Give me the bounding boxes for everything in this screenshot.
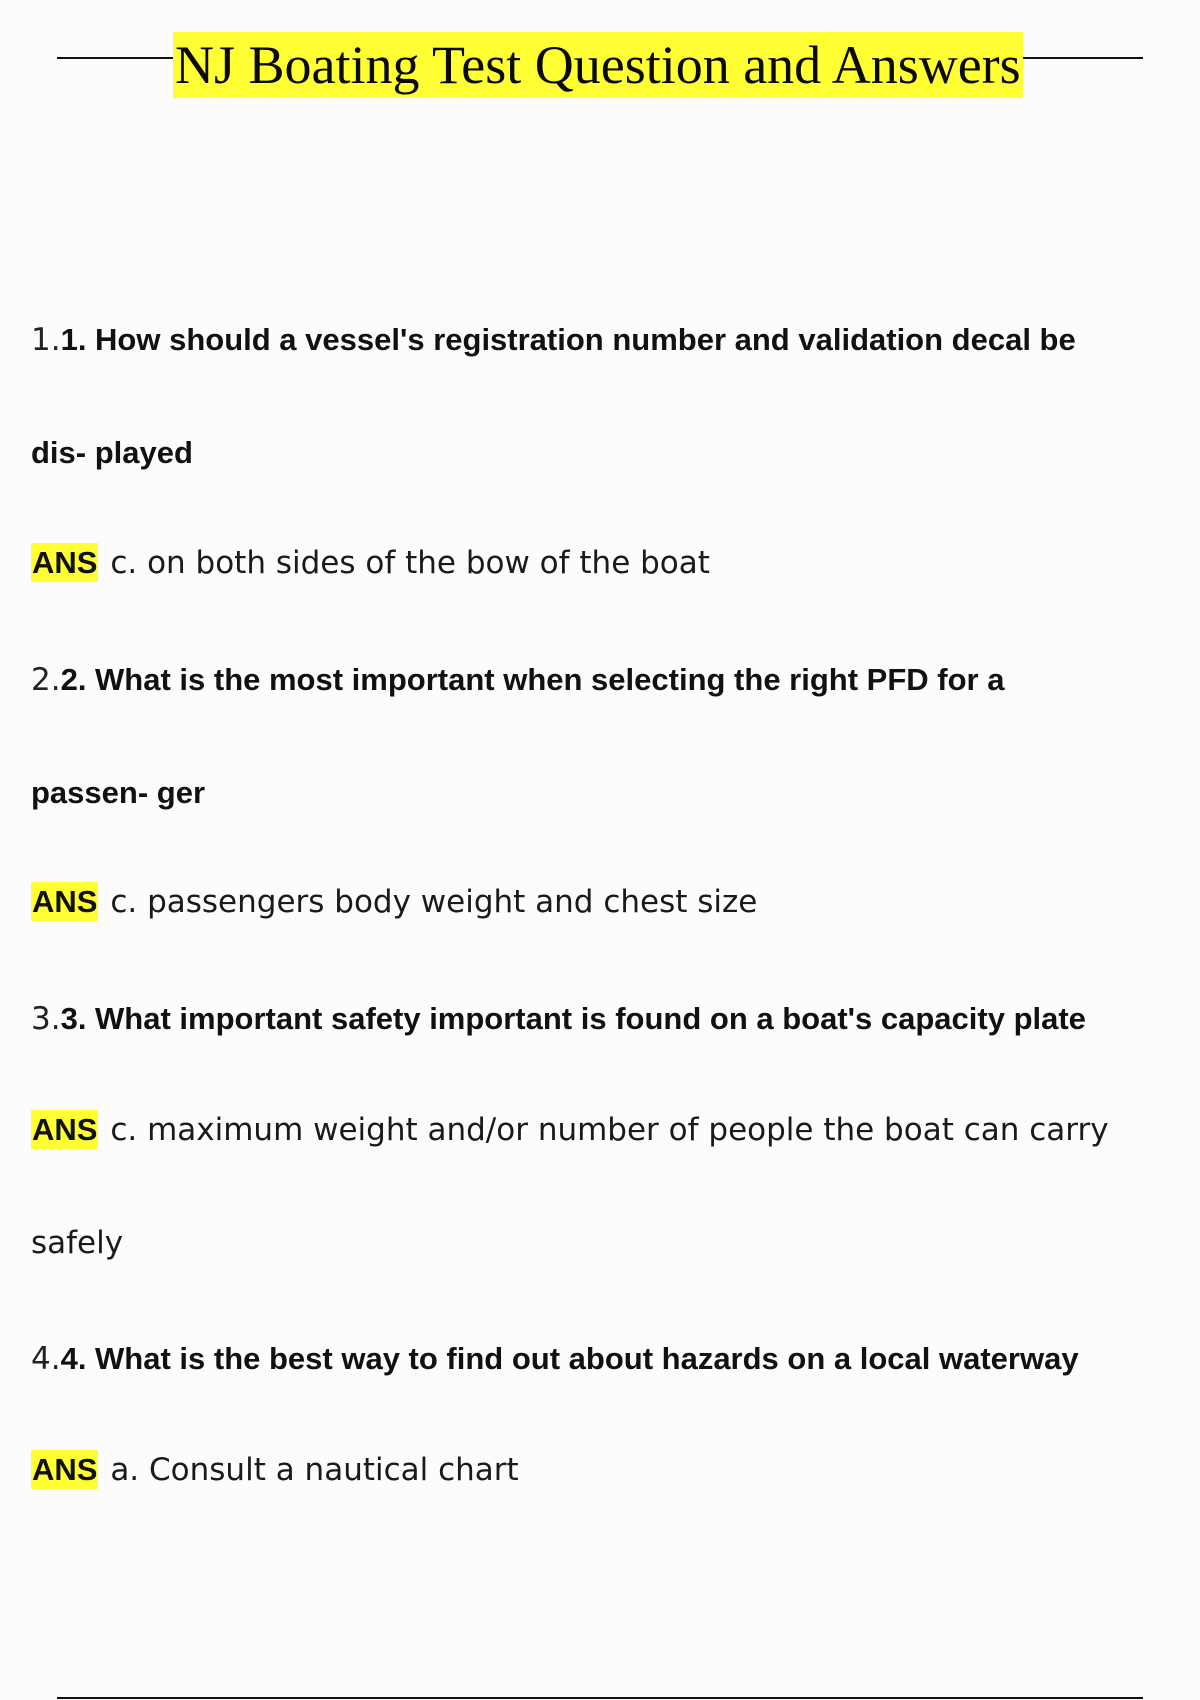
question-2 [31,662,1004,698]
answer-tag: ANS [32,1452,98,1487]
answer-1 [31,545,710,581]
question-text: 1. How should a vessel's registration number and validation decal be [60,322,1076,357]
question-text: 3. What important safety important is found on a boat's capacity plate [60,1001,1086,1036]
answer-3-continued: safely [31,1225,124,1261]
answer-3 [31,1112,1109,1148]
question-text: 2. What is the most important when selecting the right PFD for a [60,662,1005,697]
answer-tag: ANS [32,884,98,919]
question-number: 2. [31,662,61,698]
question-4 [31,1341,1079,1377]
answer-2 [31,884,757,920]
answer-text: c. on both sides of the bow of the boat [110,545,710,581]
answer-tag: ANS [32,545,98,580]
question-2-continued: passen- ger [31,775,206,810]
answer-tag: ANS [32,1112,98,1147]
question-1-continued: dis- played [31,435,193,470]
page-title: NJ Boating Test Question and Answers [173,32,1023,98]
question-number: 4. [31,1341,61,1377]
answer-text: c. maximum weight and/or number of people the boat can carry [110,1112,1109,1148]
question-text: 4. What is the best way to find out about hazards on a local waterway [60,1341,1079,1376]
answer-text: a. Consult a nautical chart [110,1452,519,1488]
question-1 [31,322,1076,358]
question-3 [31,1001,1086,1037]
bottom-rule [57,1697,1143,1699]
answer-text: c. passengers body weight and chest size [110,884,758,920]
question-number: 3. [31,1001,61,1037]
question-number: 1. [31,322,61,358]
answer-4 [31,1452,519,1488]
